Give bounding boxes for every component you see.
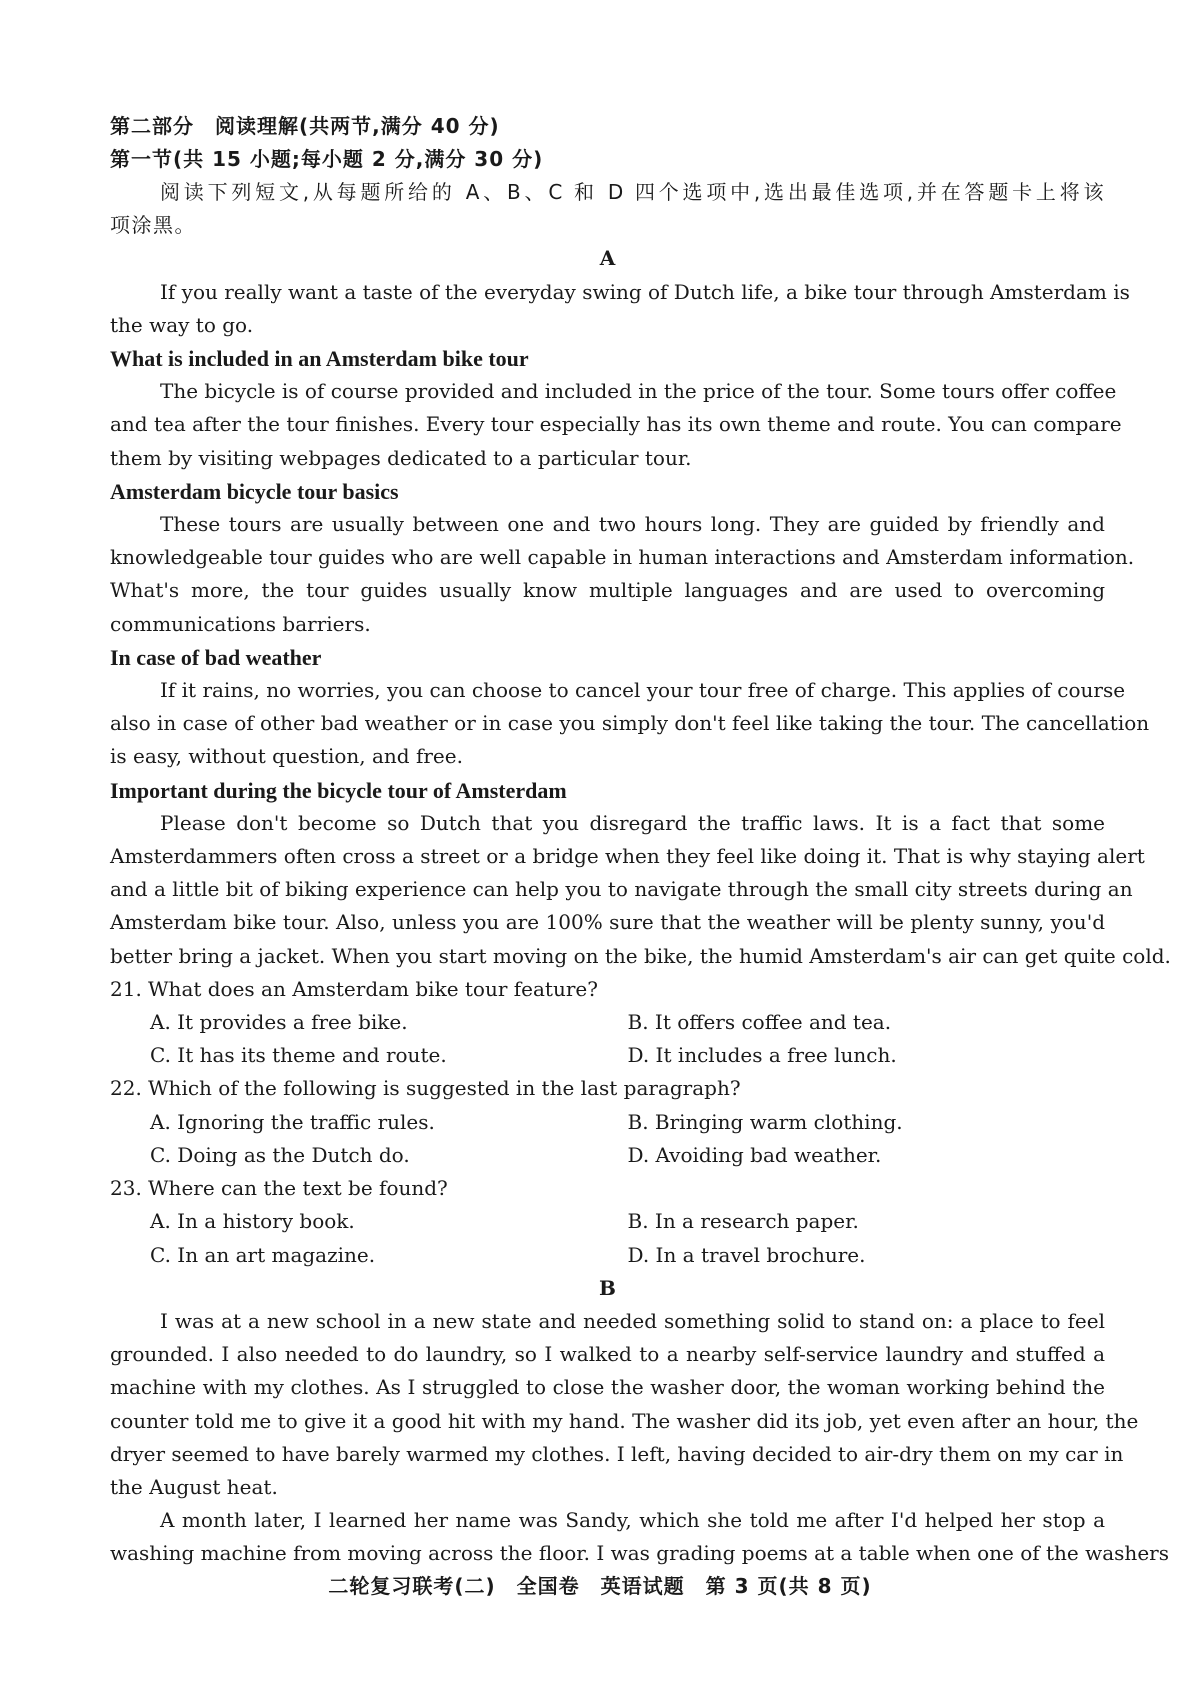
- text-line: dryer seemed to have barely warmed my clothes. I left, having decided to air-dry them on my car in: [110, 1441, 1124, 1466]
- page-footer: 二轮复习联考(二) 全国卷 英语试题 第 3 页(共 8 页): [328, 1574, 872, 1598]
- passage-a-paragraph-1: [110, 375, 1122, 475]
- text-line: and a little bit of biking experience can help you to navigate through the small city streets during an: [110, 877, 1133, 902]
- question-22: [110, 1072, 1105, 1172]
- passage-a-heading-1: What is included in an Amsterdam bike tour: [110, 346, 529, 372]
- text-line: Amsterdam bike tour. Also, unless you are 100% sure that the weather will be plenty sunny, you'd: [110, 910, 1105, 935]
- text-line: What's more, the tour guides usually know multiple languages and are used to overcoming: [110, 578, 1105, 603]
- question-text: Where can the text be found?: [148, 1176, 448, 1201]
- text-line: is easy, without question, and free.: [110, 744, 463, 769]
- passage-a-heading-2: Amsterdam bicycle tour basics: [110, 478, 399, 504]
- question-number: 23.: [110, 1176, 142, 1201]
- option-a[interactable]: A. Ignoring the traffic rules.: [150, 1109, 435, 1134]
- passage-b-paragraph-2: [110, 1504, 1169, 1570]
- text-line: If you really want a taste of the everyday swing of Dutch life, a bike tour through Amsterdam is: [160, 279, 1130, 304]
- text-line: The bicycle is of course provided and included in the price of the tour. Some tours offer coffee: [160, 379, 1117, 404]
- option-c[interactable]: C. In an art magazine.: [150, 1242, 376, 1267]
- option-c[interactable]: C. Doing as the Dutch do.: [150, 1142, 410, 1167]
- text-line: counter told me to give it a good hit with my hand. The washer did its job, yet even after an hour, the: [110, 1408, 1139, 1433]
- passage-b-label: B: [599, 1275, 616, 1300]
- part-heading: 第二部分 阅读理解(共两节,满分 40 分): [110, 114, 500, 138]
- option-a[interactable]: A. In a history book.: [150, 1209, 355, 1234]
- question-number: 21.: [110, 976, 142, 1001]
- text-line: If it rains, no worries, you can choose to cancel your tour free of charge. This applies of course: [160, 678, 1126, 703]
- question-23: [110, 1172, 1105, 1272]
- question-text: Which of the following is suggested in the last paragraph?: [148, 1076, 741, 1101]
- question-text: What does an Amsterdam bike tour feature?: [148, 976, 598, 1001]
- text-line: These tours are usually between one and two hours long. They are guided by friendly and: [160, 512, 1105, 537]
- exam-page: [110, 110, 1171, 1571]
- option-b[interactable]: B. It offers coffee and tea.: [627, 1010, 892, 1035]
- option-c[interactable]: C. It has its theme and route.: [150, 1043, 447, 1068]
- text-line: the August heat.: [110, 1474, 278, 1499]
- text-line: the way to go.: [110, 312, 254, 337]
- option-d[interactable]: D. In a travel brochure.: [627, 1242, 866, 1267]
- text-line: grounded. I also needed to do laundry, so I walked to a nearby self-service laundry and stuffed a: [110, 1342, 1105, 1367]
- passage-a-intro: [110, 276, 1130, 342]
- instructions-line-2: 项涂黑。: [110, 213, 196, 238]
- text-line: also in case of other bad weather or in case you simply don't feel like taking the tour. The cancellation: [110, 711, 1150, 736]
- option-b[interactable]: B. In a research paper.: [627, 1209, 859, 1234]
- option-d[interactable]: D. It includes a free lunch.: [627, 1043, 897, 1068]
- text-line: A month later, I learned her name was Sandy, which she told me after I'd helped her stop a: [160, 1508, 1105, 1533]
- passage-a-label: A: [599, 246, 616, 271]
- text-line: them by visiting webpages dedicated to a particular tour.: [110, 445, 692, 470]
- text-line: and tea after the tour finishes. Every tour especially has its own theme and route. You can compare: [110, 412, 1122, 437]
- text-line: knowledgeable tour guides who are well capable in human interactions and Amsterdam information.: [110, 545, 1135, 570]
- text-line: washing machine from moving across the floor. I was grading poems at a table when one of the washers: [110, 1541, 1169, 1566]
- instructions-line-1: 阅读下列短文,从每题所给的 A、B、C 和 D 四个选项中,选出最佳选项,并在答题卡上将该: [160, 180, 1105, 204]
- text-line: communications barriers.: [110, 611, 371, 636]
- option-a[interactable]: A. It provides a free bike.: [150, 1010, 408, 1035]
- text-line: machine with my clothes. As I struggled to close the washer door, the woman working behind the: [110, 1375, 1105, 1400]
- text-line: better bring a jacket. When you start moving on the bike, the humid Amsterdam's air can get quite cold.: [110, 943, 1171, 968]
- text-line: Please don't become so Dutch that you disregard the traffic laws. It is a fact that some: [160, 810, 1105, 835]
- passage-a-heading-3: In case of bad weather: [110, 644, 322, 670]
- text-line: Amsterdammers often cross a street or a bridge when they feel like doing it. That is why staying alert: [110, 844, 1145, 869]
- passage-a-paragraph-3: [110, 674, 1150, 774]
- passage-a-heading-4: Important during the bicycle tour of Amsterdam: [110, 777, 567, 803]
- option-b[interactable]: B. Bringing warm clothing.: [627, 1109, 903, 1134]
- text-line: I was at a new school in a new state and needed something solid to stand on: a place to feel: [160, 1308, 1105, 1333]
- passage-b-paragraph-1: [110, 1305, 1139, 1504]
- question-21: [110, 973, 1105, 1073]
- section-heading: 第一节(共 15 小题;每小题 2 分,满分 30 分): [110, 147, 544, 171]
- passage-a-paragraph-2: [110, 508, 1135, 641]
- option-d[interactable]: D. Avoiding bad weather.: [627, 1142, 882, 1167]
- passage-a-paragraph-4: [110, 807, 1171, 973]
- question-number: 22.: [110, 1076, 142, 1101]
